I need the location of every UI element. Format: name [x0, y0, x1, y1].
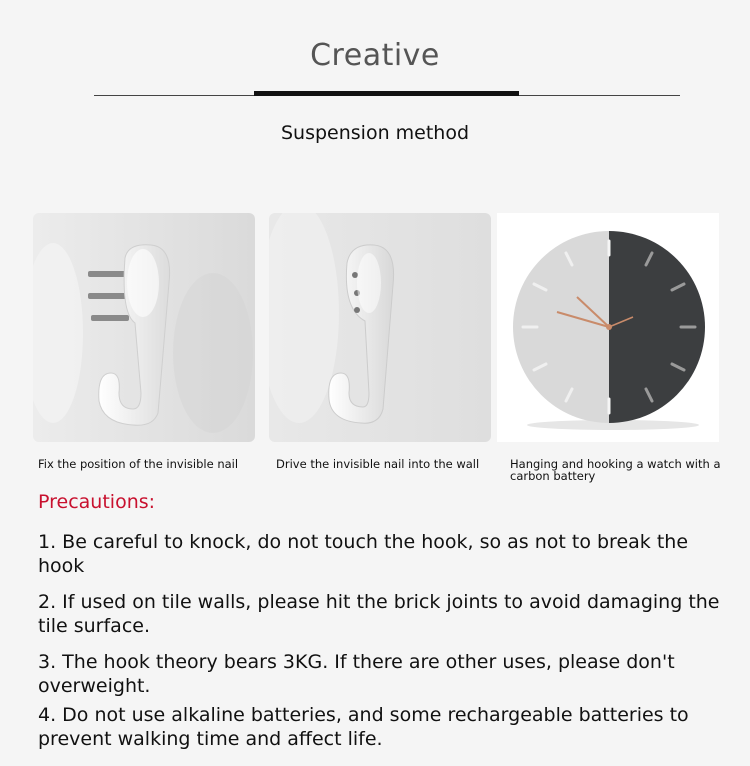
- precaution-item: 3. The hook theory bears 3KG. If there are other uses, please don't overweight.: [38, 651, 675, 697]
- hook-nailed-icon: [269, 213, 491, 442]
- section-subtitle: Suspension method: [280, 122, 470, 144]
- wall-clock-icon: [497, 213, 719, 442]
- precaution-item: 4. Do not use alkaline batteries, and some rechargeable batteries to prevent walking time and affect life.: [38, 704, 689, 750]
- precaution-item: 1. Be careful to knock, do not touch the hook, so as not to break the hook: [38, 531, 689, 577]
- hook-with-pins-icon: [33, 213, 255, 442]
- precautions-title: Precautions:: [38, 491, 156, 513]
- precaution-item: 2. If used on tile walls, please hit the brick joints to avoid damaging the tile surface.: [38, 591, 720, 637]
- step-2-caption: Drive the invisible nail into the wall: [276, 457, 480, 471]
- page-title: Creative: [310, 38, 440, 73]
- step-3-photo: [497, 213, 719, 442]
- step-1-photo: [33, 213, 255, 442]
- title-divider-accent: [254, 91, 519, 96]
- step-1-caption: Fix the position of the invisible nail: [38, 457, 239, 471]
- step-2-photo: [269, 213, 491, 442]
- step-3-caption: Hanging and hooking a watch with a carbon battery: [510, 457, 721, 483]
